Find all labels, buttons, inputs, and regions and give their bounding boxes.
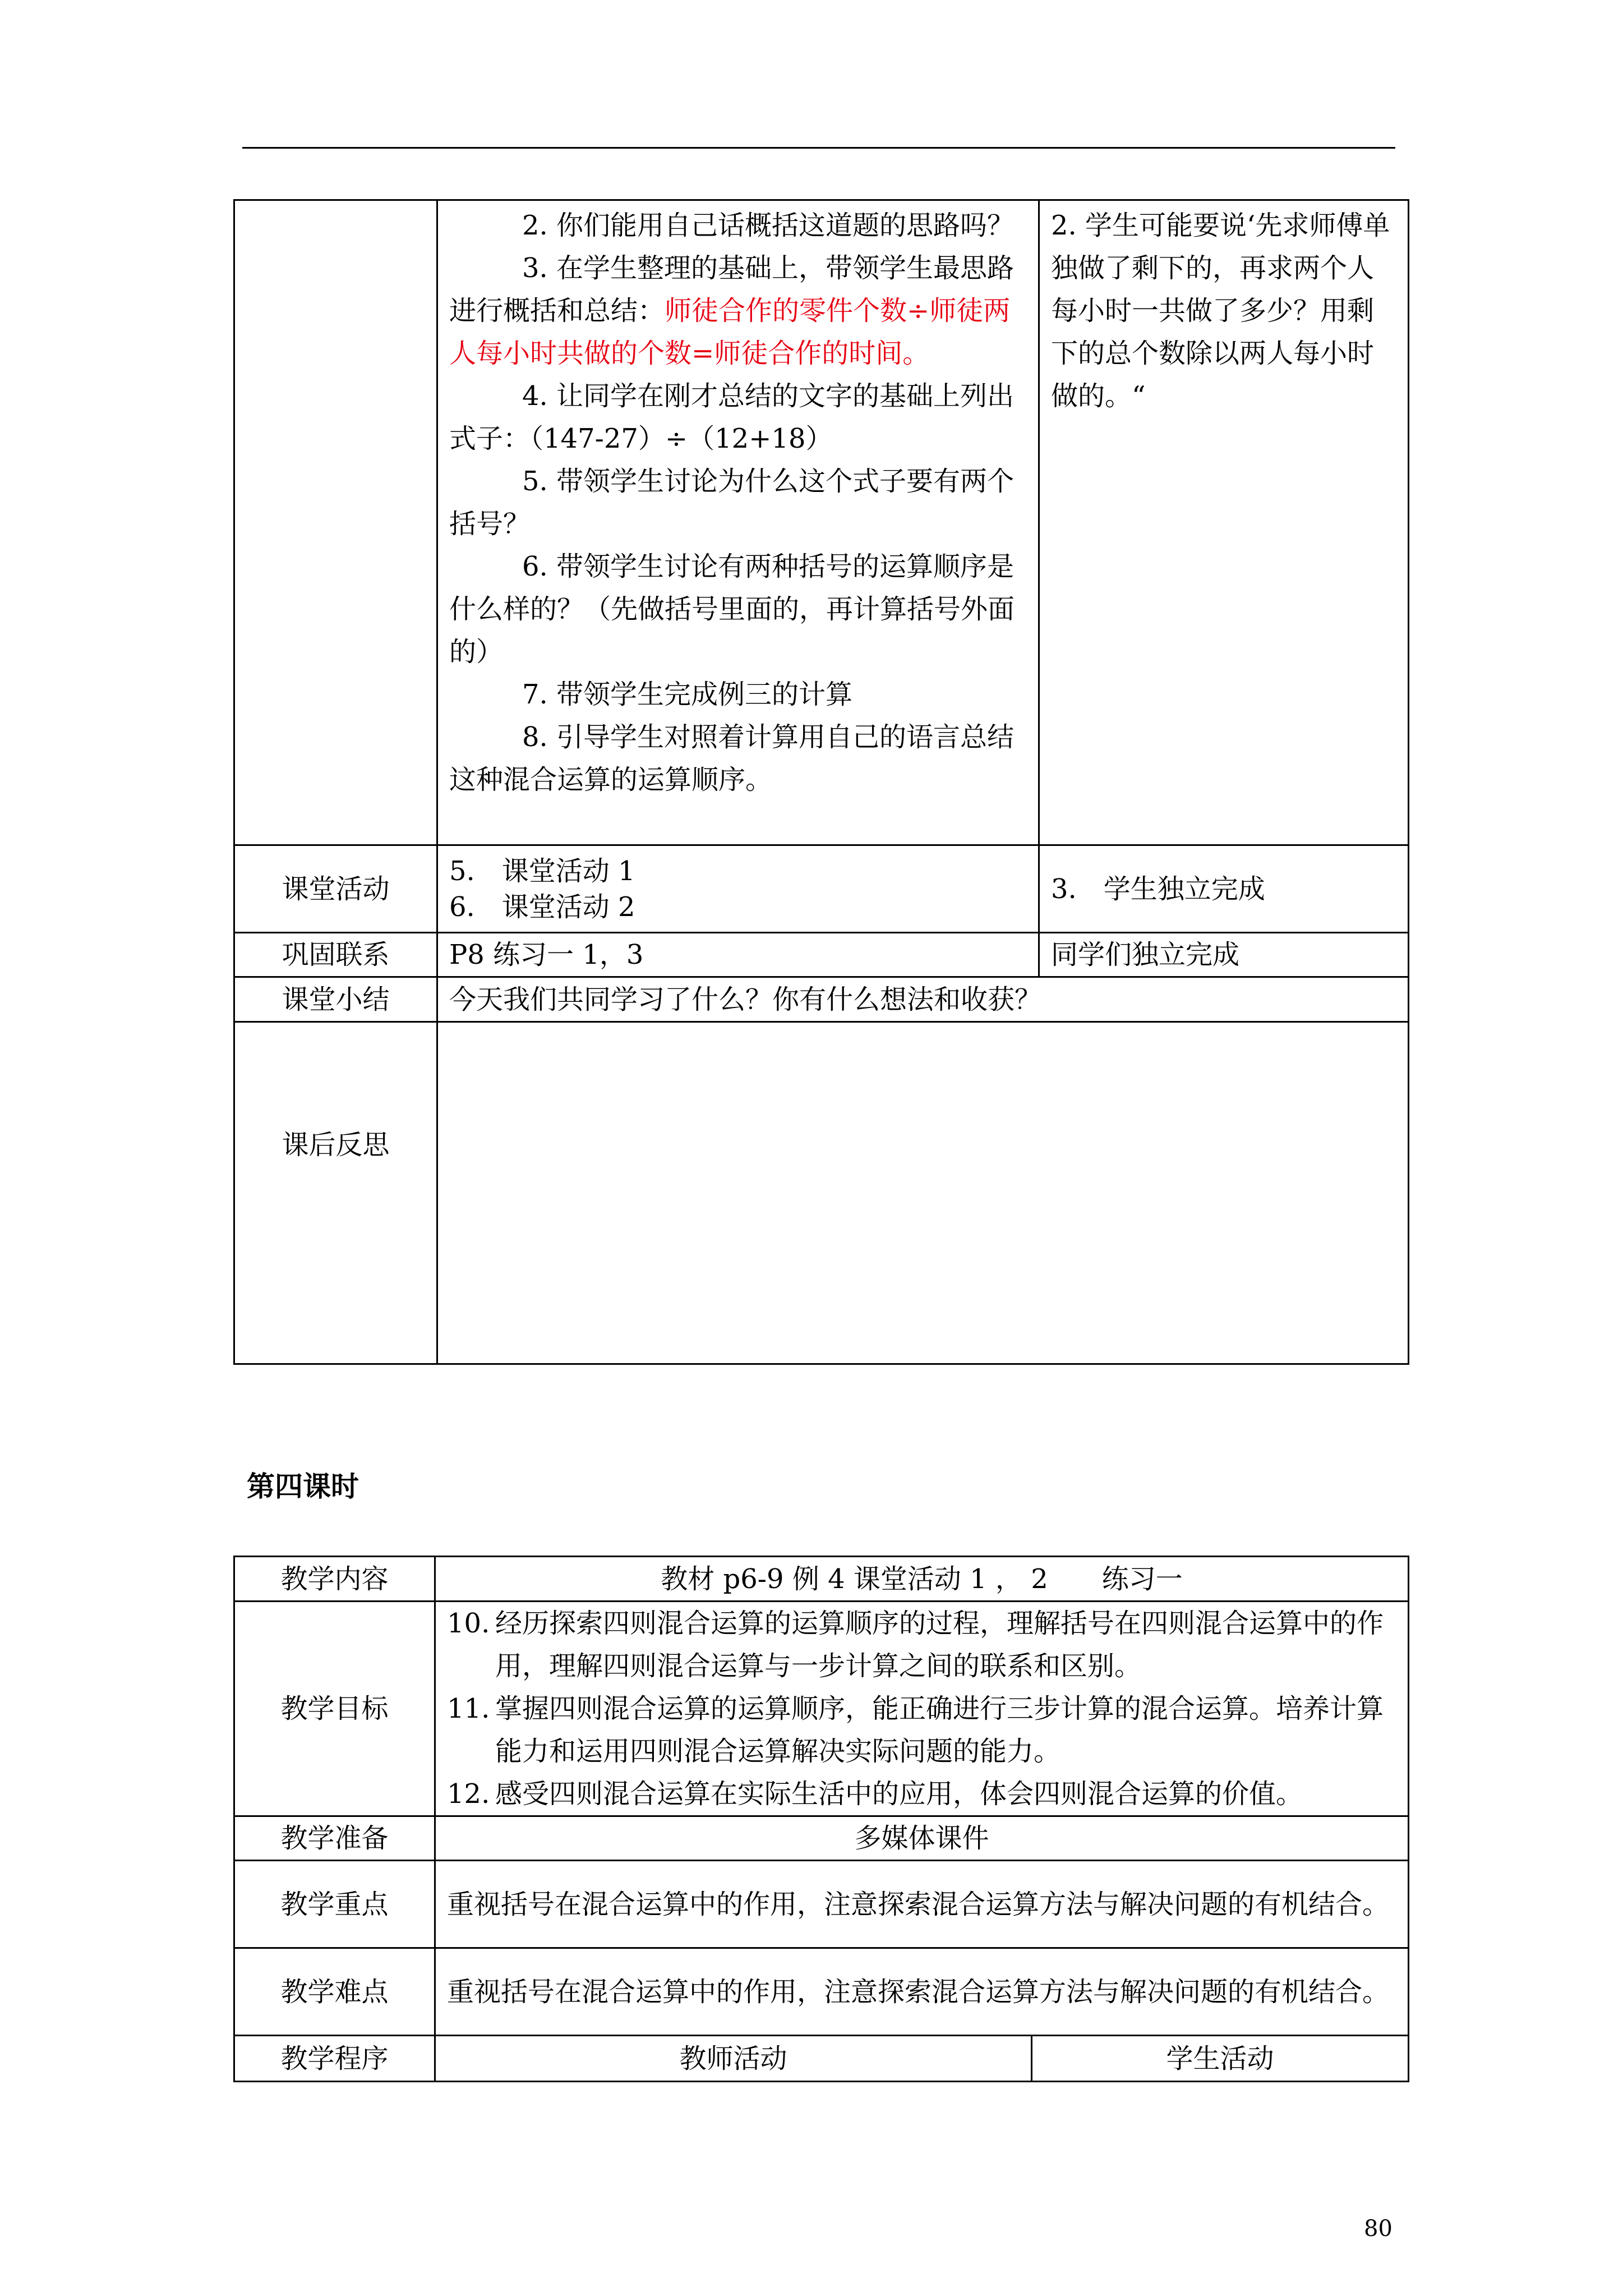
row-label: 课堂小结 [234, 977, 437, 1022]
table-row [234, 1557, 1409, 1602]
table-row [234, 1022, 1409, 1364]
student-activity-cell: 3. 学生独立完成 [1039, 845, 1409, 933]
student-process-cell: 2. 学生可能要说‘先求师傅单独做了剩下的，再求两个人每小时一共做了多少？用剩下的总个数除以两人每小时做的。“ [1039, 200, 1409, 845]
page-number: 80 [1364, 2216, 1393, 2242]
content-cell: 教材 p6-9 例 4 课堂活动 1 ， 2 练习一 [435, 1557, 1409, 1602]
teacher-process-cell: 2. 你们能用自己话概括这道题的思路吗？ 3. 在学生整理的基础上，带领学生最思路进行概括和总结：师徒合作的零件个数÷师徒两人每小时共做的个数=师徒合作的时间。 4. 让同学在刚才总结的文字的基础上列出式子：（147-27）÷（12+18） 5. 带领学生讨论为什么这个式子要有两个括号？ 6. 带领学生讨论有两种括号的运算顺序是什么样的？（先做括号里面的，再计算括号外面的） 7. 带领学生完成例三的计算 8. 引导学生对照着计算用自己的语言总结这种混合运算的运算顺序。 [437, 200, 1039, 845]
table-row [234, 977, 1409, 1022]
table-row [234, 2036, 1409, 2082]
goals-cell [435, 1602, 1409, 1816]
row-label: 教学重点 [234, 1861, 435, 1948]
practice-cell: P8 练习一 1，3 [437, 933, 1039, 977]
student-practice-cell: 同学们独立完成 [1039, 933, 1409, 977]
table-row [234, 845, 1409, 933]
row-label: 教学目标 [234, 1602, 435, 1816]
row-label: 课后反思 [234, 1022, 437, 1364]
table-row [234, 1861, 1409, 1948]
teacher-activity-header: 教师活动 [435, 2036, 1032, 2082]
empty-label-cell [234, 200, 437, 845]
row-label: 教学程序 [234, 2036, 435, 2082]
student-activity-header: 学生活动 [1032, 2036, 1409, 2082]
key-cell: 重视括号在混合运算中的作用，注意探索混合运算方法与解决问题的有机结合。 [435, 1861, 1409, 1948]
list-item: 10. 经历探索四则混合运算的运算顺序的过程，理解括号在四则混合运算中的作用，理解四则混合运算与一步计算之间的联系和区别。 [447, 1608, 1384, 1682]
table-row [234, 200, 1409, 845]
table-row [234, 1602, 1409, 1816]
lesson-plan-table [233, 1556, 1409, 2082]
row-label: 教学难点 [234, 1948, 435, 2036]
section-title: 第四课时 [247, 1470, 359, 1503]
header-rule [242, 147, 1395, 149]
activity-cell: 5. 课堂活动 1 6. 课堂活动 2 [437, 845, 1039, 933]
list-item: 11. 掌握四则混合运算的运算顺序，能正确进行三步计算的混合运算。培养计算能力和运用四则混合运算解决实际问题的能力。 [447, 1693, 1384, 1767]
list-item: 12. 感受四则混合运算在实际生活中的应用，体会四则混合运算的价值。 [447, 1778, 1303, 1810]
summary-formula: 师徒合作的零件个数÷师徒两人每小时共做的个数=师徒合作的时间。 [449, 295, 1011, 369]
difficulty-cell: 重视括号在混合运算中的作用，注意探索混合运算方法与解决问题的有机结合。 [435, 1948, 1409, 2036]
row-label: 教学准备 [234, 1816, 435, 1861]
table-row [234, 1948, 1409, 2036]
summary-cell: 今天我们共同学习了什么？你有什么想法和收获？ [437, 977, 1409, 1022]
row-label: 教学内容 [234, 1557, 435, 1602]
row-label: 巩固联系 [234, 933, 437, 977]
row-label: 课堂活动 [234, 845, 437, 933]
reflection-cell [437, 1022, 1409, 1364]
prep-cell: 多媒体课件 [435, 1816, 1409, 1861]
lesson-table-continued [233, 199, 1409, 1365]
table-row [234, 1816, 1409, 1861]
table-row [234, 933, 1409, 977]
